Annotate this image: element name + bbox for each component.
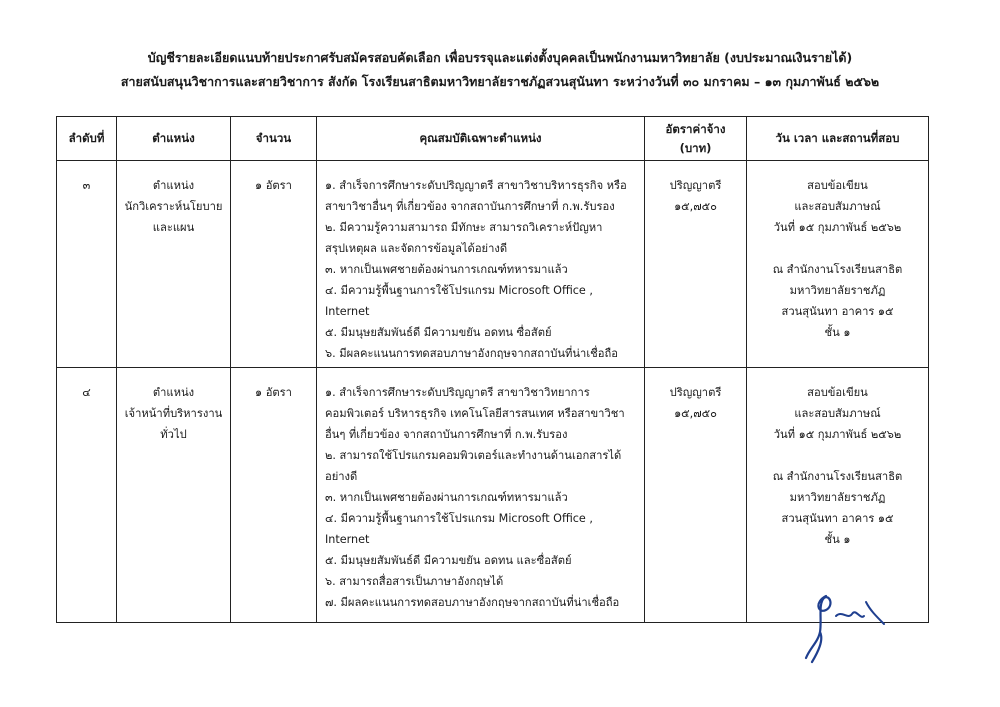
qualification-line: ๕. มีมนุษยสัมพันธ์ดี มีความขยัน อดทน ซื่อสัตย์ xyxy=(325,326,552,339)
exam-line: ชั้น ๑ xyxy=(824,533,851,546)
count-cell xyxy=(231,368,317,623)
qualification-line: ๖. สามารถสื่อสารเป็นภาษาอังกฤษได้ xyxy=(325,575,504,588)
salary-degree: ปริญญาตรี xyxy=(669,386,722,399)
table-header-row xyxy=(57,117,929,161)
salary-amount: ๑๕,๗๕๐ xyxy=(674,407,717,420)
exam-line: วันที่ ๑๕ กุมภาพันธ์ ๒๕๖๒ xyxy=(773,221,902,234)
qualification-line: สรุปเหตุผล และจัดการข้อมูลได้อย่างดี xyxy=(325,242,508,255)
exam-line: ณ สำนักงานโรงเรียนสาธิต xyxy=(772,470,903,483)
qualification-line: ๓. หากเป็นเพศชายต้องผ่านการเกณฑ์ทหารมาแล้ว xyxy=(325,491,568,504)
exam-line: สวนสุนันทา อาคาร ๑๕ xyxy=(781,512,894,525)
position-line: ตำแหน่ง xyxy=(152,179,195,192)
position-line: ตำแหน่ง xyxy=(152,386,195,399)
header-count: จำนวน xyxy=(231,117,317,161)
header-order: ลำดับที่ xyxy=(57,117,117,161)
qualification-line: ๔. มีความรู้พื้นฐานการใช้โปรแกรม Microsoft Office , xyxy=(325,512,593,525)
qualification-line: ๗. มีผลคะแนนการทดสอบภาษาอังกฤษจากสถาบันที่น่าเชื่อถือ xyxy=(325,596,620,609)
qualification-line: ๖. มีผลคะแนนการทดสอบภาษาอังกฤษจากสถาบันที่น่าเชื่อถือ xyxy=(325,347,618,360)
order-number: ๔ xyxy=(82,386,91,399)
header-salary-line-2: (บาท) xyxy=(679,140,712,155)
qualification-line: อย่างดี xyxy=(325,470,358,483)
qualification-line: ๒. สามารถใช้โปรแกรมคอมพิวเตอร์และทำงานด้านเอกสารได้ xyxy=(325,449,622,462)
header-exam: วัน เวลา และสถานที่สอบ xyxy=(747,117,929,161)
qualifications-cell xyxy=(317,161,645,368)
qualification-line: คอมพิวเตอร์ บริหารธุรกิจ เทคโนโลยีสารสนเทศ หรือสาขาวิชา xyxy=(325,407,625,420)
count-value: ๑ อัตรา xyxy=(255,386,292,399)
position-line: เจ้าหน้าที่บริหารงาน xyxy=(124,407,223,420)
exam-cell xyxy=(747,161,929,368)
qualification-line: ๓. หากเป็นเพศชายต้องผ่านการเกณฑ์ทหารมาแล้ว xyxy=(325,263,568,276)
qualification-line: ๒. มีความรู้ความสามารถ มีทักษะ สามารถวิเคราะห์ปัญหา xyxy=(325,221,603,234)
position-cell xyxy=(117,368,231,623)
exam-line: สวนสุนันทา อาคาร ๑๕ xyxy=(781,305,894,318)
exam-line: ชั้น ๑ xyxy=(824,326,851,339)
exam-line: วันที่ ๑๕ กุมภาพันธ์ ๒๕๖๒ xyxy=(773,428,902,441)
exam-line: มหาวิทยาลัยราชภัฏ xyxy=(789,284,886,297)
exam-line: มหาวิทยาลัยราชภัฏ xyxy=(789,491,886,504)
order-cell xyxy=(57,368,117,623)
count-value: ๑ อัตรา xyxy=(255,179,292,192)
document-title-line-1: บัญชีรายละเอียดแนบท้ายประกาศรับสมัครสอบคัดเลือก เพื่อบรรจุและแต่งตั้งบุคคลเป็นพนักงานมหาวิทยาลัย (งบประมาณเงินรายได้) xyxy=(147,50,853,65)
table-row xyxy=(57,368,929,623)
exam-spacer xyxy=(747,238,928,259)
exam-line: ณ สำนักงานโรงเรียนสาธิต xyxy=(772,263,903,276)
position-line: ทั่วไป xyxy=(160,428,187,441)
exam-cell xyxy=(747,368,929,623)
salary-cell xyxy=(645,368,747,623)
salary-cell xyxy=(645,161,747,368)
header-salary-line-1: อัตราค่าจ้าง xyxy=(665,121,726,136)
qualification-line: Internet xyxy=(325,305,370,318)
header-position: ตำแหน่ง xyxy=(117,117,231,161)
exam-spacer xyxy=(747,445,928,466)
qualifications-cell xyxy=(317,368,645,623)
qualification-line: ๑. สำเร็จการศึกษาระดับปริญญาตรี สาขาวิชาบริหารธุรกิจ หรือ xyxy=(325,179,627,192)
exam-line: และสอบสัมภาษณ์ xyxy=(794,200,881,213)
qualification-line: ๔. มีความรู้พื้นฐานการใช้โปรแกรม Microsoft Office , xyxy=(325,284,593,297)
qualification-line: อื่นๆ ที่เกี่ยวข้อง จากสถาบันการศึกษาที่ ก.พ.รับรอง xyxy=(325,428,568,441)
qualification-line: Internet xyxy=(325,533,370,546)
position-cell xyxy=(117,161,231,368)
header-qualifications: คุณสมบัติเฉพาะตำแหน่ง xyxy=(317,117,645,161)
positions-table xyxy=(56,116,929,623)
count-cell xyxy=(231,161,317,368)
position-line: นักวิเคราะห์นโยบาย xyxy=(124,200,223,213)
salary-amount: ๑๕,๗๕๐ xyxy=(674,200,717,213)
exam-line: สอบข้อเขียน xyxy=(807,386,868,399)
order-number: ๓ xyxy=(82,179,91,192)
table-row xyxy=(57,161,929,368)
exam-line: สอบข้อเขียน xyxy=(807,179,868,192)
handwritten-signature-icon xyxy=(796,586,896,666)
header-salary xyxy=(645,117,747,161)
qualification-line: ๑. สำเร็จการศึกษาระดับปริญญาตรี สาขาวิชาวิทยาการ xyxy=(325,386,590,399)
exam-line: และสอบสัมภาษณ์ xyxy=(794,407,881,420)
qualification-line: สาขาวิชาอื่นๆ ที่เกี่ยวข้อง จากสถาบันการศึกษาที่ ก.พ.รับรอง xyxy=(325,200,615,213)
salary-degree: ปริญญาตรี xyxy=(669,179,722,192)
document-title-line-2: สายสนับสนุนวิชาการและสายวิชาการ สังกัด โรงเรียนสาธิตมหาวิทยาลัยราชภัฏสวนสุนันทา ระหว่างวันที่ ๓๐ มกราคม – ๑๓ กุมภาพันธ์ ๒๕๖๒ xyxy=(120,74,880,89)
order-cell xyxy=(57,161,117,368)
position-line: และแผน xyxy=(152,221,195,234)
qualification-line: ๕. มีมนุษยสัมพันธ์ดี มีความขยัน อดทน และซื่อสัตย์ xyxy=(325,554,572,567)
